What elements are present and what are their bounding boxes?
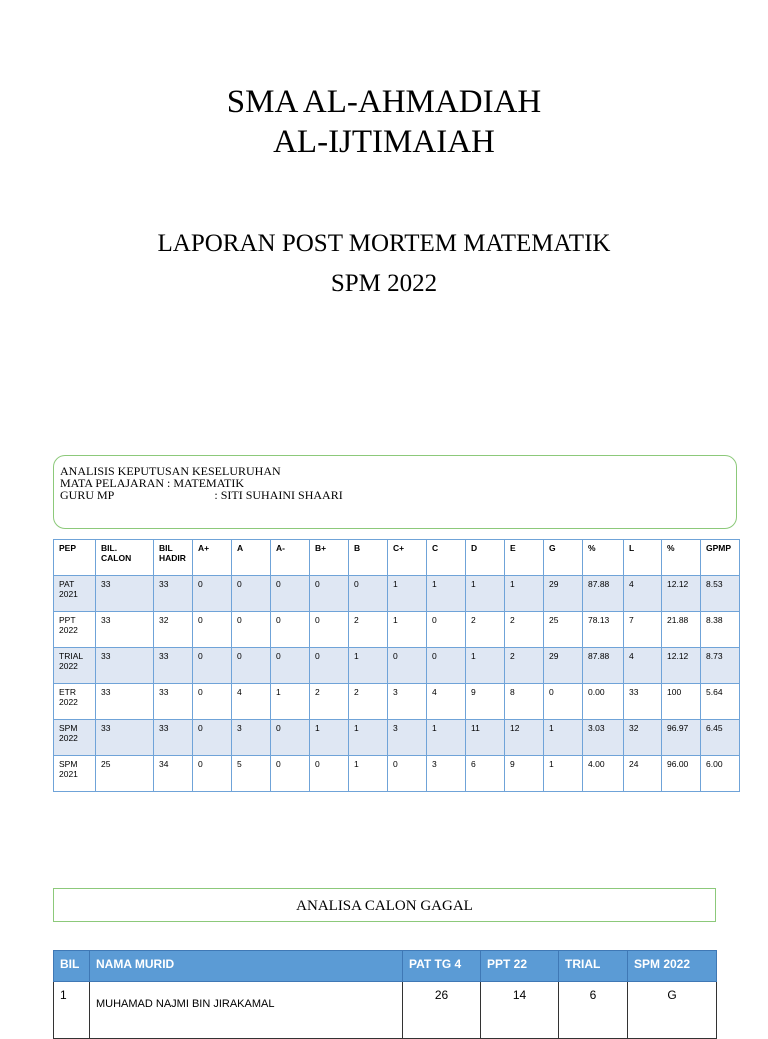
table-row <box>54 576 740 612</box>
table-cell: 33 <box>154 684 193 720</box>
table-cell: 78.13 <box>583 612 624 648</box>
results-header-cell: GPMP <box>701 540 740 576</box>
results-header-cell: A <box>232 540 271 576</box>
table-cell: 32 <box>154 612 193 648</box>
table-cell: 33 <box>96 720 154 756</box>
teacher-name: : SITI SUHAINI SHAARI <box>214 488 343 502</box>
table-cell: 33 <box>624 684 662 720</box>
table-cell: 0 <box>310 612 349 648</box>
table-cell: 8 <box>505 684 544 720</box>
table-row <box>54 684 740 720</box>
results-header-cell: E <box>505 540 544 576</box>
table-cell: 1 <box>388 612 427 648</box>
table-cell: 33 <box>96 684 154 720</box>
table-row <box>54 756 740 792</box>
table-cell: 6.45 <box>701 720 740 756</box>
table-cell: 0 <box>193 684 232 720</box>
table-cell: 100 <box>662 684 701 720</box>
table-cell: 0 <box>193 756 232 792</box>
report-title-line2: SPM 2022 <box>330 270 438 297</box>
table-cell: ETR 2022 <box>54 684 96 720</box>
table-cell: 33 <box>96 612 154 648</box>
table-cell: 2 <box>310 684 349 720</box>
results-header-cell: BIL. CALON <box>96 540 154 576</box>
table-cell: 0 <box>310 576 349 612</box>
table-cell: 1 <box>505 576 544 612</box>
results-header-cell: C <box>427 540 466 576</box>
table-cell: 0 <box>271 612 310 648</box>
table-cell: 0 <box>271 720 310 756</box>
fail-cell: 1 <box>54 982 90 1039</box>
table-cell: 8.38 <box>701 612 740 648</box>
table-cell: 96.97 <box>662 720 701 756</box>
table-cell: 33 <box>154 720 193 756</box>
table-cell: 0 <box>193 576 232 612</box>
table-cell: PAT 2021 <box>54 576 96 612</box>
table-cell: 8.73 <box>701 648 740 684</box>
table-cell: 1 <box>427 720 466 756</box>
table-cell: 2 <box>349 612 388 648</box>
results-table <box>53 539 740 792</box>
table-cell: 11 <box>466 720 505 756</box>
table-cell: 4 <box>624 576 662 612</box>
table-cell: PPT 2022 <box>54 612 96 648</box>
table-cell: 3 <box>388 684 427 720</box>
results-header-row <box>54 540 740 576</box>
results-header-cell: PEP <box>54 540 96 576</box>
table-cell: 24 <box>624 756 662 792</box>
table-cell: 6 <box>466 756 505 792</box>
table-cell: 7 <box>624 612 662 648</box>
table-cell: 1 <box>349 720 388 756</box>
results-header-cell: % <box>662 540 701 576</box>
fail-cell: MUHAMAD NAJMI BIN JIRAKAMAL <box>90 982 403 1039</box>
results-header-cell: L <box>624 540 662 576</box>
table-cell: 21.88 <box>662 612 701 648</box>
table-cell: 1 <box>310 720 349 756</box>
table-cell: 1 <box>466 576 505 612</box>
table-cell: 0 <box>310 756 349 792</box>
table-cell: 1 <box>466 648 505 684</box>
table-cell: 0.00 <box>583 684 624 720</box>
table-cell: 5 <box>232 756 271 792</box>
table-cell: 25 <box>96 756 154 792</box>
table-row <box>54 720 740 756</box>
table-cell: 0 <box>349 576 388 612</box>
school-name-line2: AL-IJTIMAIAH <box>273 124 495 160</box>
table-cell: 0 <box>427 648 466 684</box>
table-cell: 2 <box>349 684 388 720</box>
table-cell: 1 <box>544 720 583 756</box>
results-header-cell: BIL HADIR <box>154 540 193 576</box>
table-cell: 33 <box>96 576 154 612</box>
fail-header-cell: PPT 22 <box>481 951 559 982</box>
info-line3 <box>60 489 730 501</box>
table-cell: 4 <box>232 684 271 720</box>
table-cell: 8.53 <box>701 576 740 612</box>
table-cell: SPM 2021 <box>54 756 96 792</box>
table-cell: 25 <box>544 612 583 648</box>
fail-header-cell: TRIAL <box>559 951 628 982</box>
table-cell: 0 <box>232 612 271 648</box>
table-cell: 96.00 <box>662 756 701 792</box>
info-line1: ANALISIS KEPUTUSAN KESELURUHAN <box>60 464 281 478</box>
table-cell: 1 <box>544 756 583 792</box>
fail-header-cell: BIL <box>54 951 90 982</box>
table-cell: 33 <box>154 648 193 684</box>
table-row <box>54 982 717 1039</box>
fail-header-cell: NAMA MURID <box>90 951 403 982</box>
table-cell: 34 <box>154 756 193 792</box>
school-name-line1: SMA AL-AHMADIAH <box>226 84 542 120</box>
table-cell: 3 <box>232 720 271 756</box>
table-cell: 87.88 <box>583 648 624 684</box>
table-row <box>54 648 740 684</box>
table-cell: 1 <box>271 684 310 720</box>
table-cell: 0 <box>427 612 466 648</box>
table-cell: 3 <box>427 756 466 792</box>
table-cell: 12 <box>505 720 544 756</box>
results-header-cell: B+ <box>310 540 349 576</box>
table-cell: 3 <box>388 720 427 756</box>
fail-cell: 14 <box>481 982 559 1039</box>
fail-cell: 26 <box>403 982 481 1039</box>
table-cell: 0 <box>271 756 310 792</box>
table-cell: 33 <box>96 648 154 684</box>
results-header-cell: B <box>349 540 388 576</box>
table-cell: 0 <box>388 756 427 792</box>
table-cell: 1 <box>349 648 388 684</box>
table-cell: 0 <box>271 576 310 612</box>
teacher-label: GURU MP <box>60 488 115 502</box>
table-cell: 33 <box>154 576 193 612</box>
table-cell: 2 <box>466 612 505 648</box>
table-cell: 5.64 <box>701 684 740 720</box>
fail-analysis-title: ANALISA CALON GAGAL <box>53 888 716 922</box>
results-header-cell: G <box>544 540 583 576</box>
results-header-cell: A+ <box>193 540 232 576</box>
fail-cell: G <box>628 982 717 1039</box>
table-cell: 9 <box>466 684 505 720</box>
table-cell: 0 <box>193 648 232 684</box>
table-cell: 9 <box>505 756 544 792</box>
table-cell: TRIAL 2022 <box>54 648 96 684</box>
results-header-cell: A- <box>271 540 310 576</box>
table-cell: 0 <box>388 648 427 684</box>
table-cell: 2 <box>505 648 544 684</box>
table-cell: SPM 2022 <box>54 720 96 756</box>
table-cell: 0 <box>193 612 232 648</box>
table-cell: 87.88 <box>583 576 624 612</box>
table-cell: 12.12 <box>662 648 701 684</box>
table-cell: 0 <box>193 720 232 756</box>
table-cell: 1 <box>427 576 466 612</box>
table-cell: 0 <box>310 648 349 684</box>
table-cell: 4.00 <box>583 756 624 792</box>
table-cell: 0 <box>232 648 271 684</box>
table-cell: 1 <box>349 756 388 792</box>
table-cell: 6.00 <box>701 756 740 792</box>
analysis-info-box <box>53 455 737 529</box>
table-cell: 4 <box>427 684 466 720</box>
table-row <box>54 612 740 648</box>
table-cell: 29 <box>544 648 583 684</box>
fail-header-cell: SPM 2022 <box>628 951 717 982</box>
info-line2: MATA PELAJARAN : MATEMATIK <box>60 476 245 490</box>
table-cell: 0 <box>271 648 310 684</box>
table-cell: 29 <box>544 576 583 612</box>
table-cell: 2 <box>505 612 544 648</box>
table-cell: 0 <box>232 576 271 612</box>
table-cell: 1 <box>388 576 427 612</box>
results-header-cell: C+ <box>388 540 427 576</box>
fail-header-cell: PAT TG 4 <box>403 951 481 982</box>
table-cell: 4 <box>624 648 662 684</box>
fail-table <box>53 950 717 1039</box>
results-header-cell: % <box>583 540 624 576</box>
table-cell: 12.12 <box>662 576 701 612</box>
fail-header-row <box>54 951 717 982</box>
report-title-line1: LAPORAN POST MORTEM MATEMATIK <box>157 230 611 257</box>
table-cell: 32 <box>624 720 662 756</box>
fail-cell: 6 <box>559 982 628 1039</box>
table-cell: 0 <box>544 684 583 720</box>
results-header-cell: D <box>466 540 505 576</box>
table-cell: 3.03 <box>583 720 624 756</box>
